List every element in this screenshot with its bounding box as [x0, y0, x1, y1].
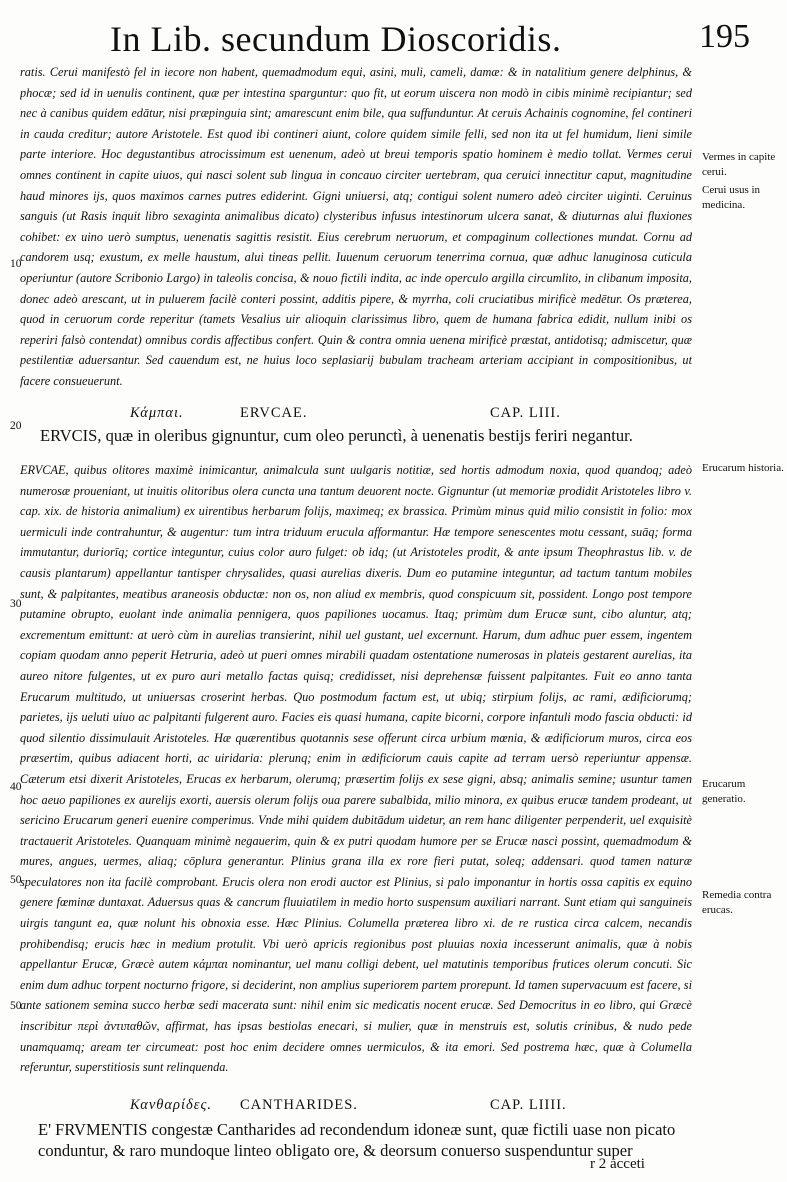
line-number: 50 — [10, 1000, 22, 1012]
paragraph: ERVCAE, quibus olitores maximè inimicantur, animalcula sunt uulgaris notitiæ, sed hortis admodum noxia, quod quandoq; adeò numerosæ proueniant, ut inuitis olitoribus olera cuncta una tantum deuorent nocte. Gignuntur (ut memoriæ prodidit Aristoteles libro v. cap. xix. de historia animalium) ex uirentibus herbarum folijs, maximeq; ex brassica. Primùm minus quid milio consistit in folio: mox uermiculi inde contrahuntur, & augentur: tum intra triduum erucula afformantur. Hæ tempore senescentes motu cessant, suāq; forma immutantur, duriorīq; cortice integuntur, cuius color auro fulget: ob idq; (ut Aristoteles prodit, & ante ipsum Theophrastus lib. v. de causis plantarum) appellantur tantisper chrysalides, quasi aurelias dixeris. Dum eo putamine integuntur, ad tactum tantum mobiles sunt, & palpitantes, meatibus araneosis obductæ: non os, non aliud ex membris, quod conspicuum sit, possident. Longo post tempore putamine obrupto, euolant inde animalia pennigera, quos papiliones uocamus. Itaq; primùm dum Erucæ sunt, cibo aluntur, atq; excrementum emittunt: at uerò cùm in aurelias transierint, nihil uel gustant, uel excernunt. Harum, dum adhuc puer essem, ingentem copiam quodam anno peperit Hetruria, adeò ut pueri omnes mirabili quadam ostentatione numerosas in plateis gestarent aurelias, ita aureo nitore fulgentes, ut ex puro auri metallo factas quisq; credidisset, nisi deprehensæ fuissent palpitantes. Fuit eo anno tanta Erucarum multitudo, ut uniuersas croserint herbas. Quo postmodum factum est, ut ubiq; stirpium folijs, ac rami, ædificiorumq; parietes, ijs ueluti uiuo ac palpitanti fulgerent auro. Facies eis quasi humana, capite bicorni, corpore infantuli modo fascia obducti: id quod silentio dissimulauit Aristoteles. Hæ quærentibus quotannis sese offerunt circa urbium mœnia, & ædificiorum muros, circa eos præsertim, quibus adiacent horti, ac uiridaria: plerunq; enim in ædificiorum cauis capite ad terram uersò reperiuntur appensæ. Cæterum etsi dixerit Aristoteles, Erucas ex herbarum, olerumq; præsertim folijs ex sese gigni, absq; animalis semine; usuntur tamen hoc aeuo papiliones ex aurelijs exorti, auersis olerum folijs oua parere subalbida, milio minora, ex quibus erucæ tandem prodeant, ut sericino Erucarum generi euenire comperimus. Vnde mihi quidem dubitādum uidetur, an rem hanc diligenter perpenderit, uel exquisitè tractauerit Aristoteles. Quanquam minimè negauerim, quin & ex putri quodam humore per se Erucæ nasci possint, quemadmodum & mures, angues, uermes, aliaq; cōplura generantur. Plinius grana illa ex rore fieri putat, soleq; addensari. quod tamen naturæ speculatores non ita facilè comprobant. Erucis olera non erodi auctor est Plinius, si palo imponantur in hortis ossa capitis ex equino genere fœminæ duntaxat. Aduersus quas & cancrum fluuiatilem in medio horto suspensum auxiliari narrant. Sunt etiam qui sanguineis uirgis tangunt ea, quæ nolunt his obnoxia esse. Hæc Plinius. Columella præterea libro xi. de re rustica circa calcem, necandis prohibendisq; erucis hæc in medium protulit. Vbi uerò apricis regionibus post pluuias noxia incesserunt animalis, quæ à nobis appellantur Erucæ, Græcè autem κάμπαι nominantur, uel manu colligi debent, uel matutinis temporibus frutices olerum concuti. Sic enim dum adhuc torpent nocturno frigore, si deciderint, non amplius superiorem partem prorepunt. Id tamen supervacuum est facere, si ante sationem semina succo herbæ sedi macerata sunt: nihil enim sic medicatis nocent erucæ. Sed Democritus in eo libro, qui Græcè inscribitur περὶ ἀντιπαθῶν, affirmat, has ipsas bestiolas enecari, si mulier, quæ in menstruis est, solutis crinibus, & nudo pede unamquamq; aream ter circumeat: post hoc enim decidere omnes uermiculos, & ita emori. Sed postrema hæc, quæ à Columella referuntur, superstitiosis sunt relinquenda. — [20, 463, 692, 1075]
margin-note: Cerui usus in medicina. — [702, 184, 761, 211]
margin-note: Remedia contra erucas. — [702, 889, 772, 916]
chapter-number: CAP. LIII. — [490, 405, 561, 421]
margin-note: Erucarum historia. — [702, 462, 784, 474]
chapter-title: ERVCAE. — [240, 405, 308, 421]
line-number: 30 — [10, 598, 22, 610]
line-number: 20 — [10, 420, 22, 432]
text-block-cervi — [20, 62, 692, 400]
chapter-opening — [38, 1119, 710, 1161]
signature-catchword: r 2 acceti — [590, 1156, 645, 1172]
line-number: 50 — [10, 874, 22, 886]
chapter-heading — [130, 405, 690, 422]
page-header — [110, 14, 750, 62]
running-title: In Lib. secundum Dioscoridis. — [110, 19, 562, 59]
margin-note: Erucarum generatio. — [702, 778, 746, 805]
margin-note: Vermes in capite cerui. — [702, 151, 776, 178]
text-block-erucae — [20, 460, 692, 1092]
line-number: 10 — [10, 258, 22, 270]
line-number: 40 — [10, 781, 22, 793]
chapter-number: CAP. LIIII. — [490, 1097, 567, 1113]
chapter-summary: ERVCIS, quæ in oleribus gignuntur, cum oleo perunctì, à uenenatis bestijs feriri negantur. — [40, 426, 633, 445]
chapter-heading — [130, 1097, 690, 1114]
page-number: 195 — [699, 18, 750, 55]
greek-title: Κανθαρίδες. — [130, 1097, 212, 1113]
paragraph: ratis. Cerui manifestò fel in iecore non habent, quemadmodum equi, asini, muli, cameli, damæ: & in natalitium genere delphinus, & phocæ; sed id in uenulis continent, quæ per intestina sparguntur: quo fit, ut eorum uiscera non modò in cibis minimè recipiantur; sed nec à canibus quidem edātur, nisi præpinguia sint; amarescunt enim bile, qua suffunduntur. At ceruis Achainis cognomine, fel contineri in cauda creditur; autore Aristotele. Est quod ibi contineri aiunt, colore quidem simile felli, sed non ita ut fel humidum, lieni simile parte interiore. Hoc degustantibus atrocissimum est uenenum, adeò ut breui temporis spatio hominem è medio tollat. Vermes cerui omnes continent in capite uiuos, qui nasci solent sub lingua in concauo circiter uertebram, qua ceruici innectitur caput, magnitudine haud minores ijs, quos maximos carnes putres ediderint. Gigni uniuersi, atq; contigui solent numero adeò circiter uiginti. Ceruinus sanguis (ut Rasis inquit libro sexaginta animalibus dicato) clysteribus infusus intestinorum ulcera sanat, & diuturnas alui fluxiones cohibet: ex uino uerò sumptus, uenenatis sagittis resistit. Eius cerebrum neruorum, et compaginum collectiones mundat. Cornu ad candorem usq; exustum, ex melle haustum, alui tineas pellit. Iuuenum ceruorum tenerrima cornua, quæ adhuc lanuginosa cuticula operiuntur (autore Scribonio Largo) in taleolis concisa, & nouo fictili indita, ac inde operculo argilla circumlito, in clibanum imposita, donec adeò arescant, ut in puluerem facilè conteri possint, additis pipere, & myrrha, coli cruciatibus mirificè medētur. Os præterea, quod in ceruorum corde reperitur (tamets Vesalius uir alioquin clarissimus libro, quem de humana fabrica edidit, nullum inibi os reperiri falsò contendat) omnibus cordis affectibus confert. Quin & contra omnia uenena mirificè præstat, antidotisq; admiscetur, quæ pestilentiæ aduersantur. Sed cauendum est, ne huius loco seplasiarij bubulam tracheam arteriam accipiant in compositionibus, ut facere consueuerunt. — [20, 65, 692, 388]
paragraph: E' FRVMENTIS congestæ Cantharides ad recondendum idoneæ sunt, quæ fictili uase non picato conduntur, & raro mundoque linteo obligato ore, & deorsum conuerso suspenduntur super — [38, 1120, 676, 1160]
greek-title: Κάμπαι. — [130, 405, 184, 421]
chapter-title: CANTHARIDES. — [240, 1097, 358, 1113]
